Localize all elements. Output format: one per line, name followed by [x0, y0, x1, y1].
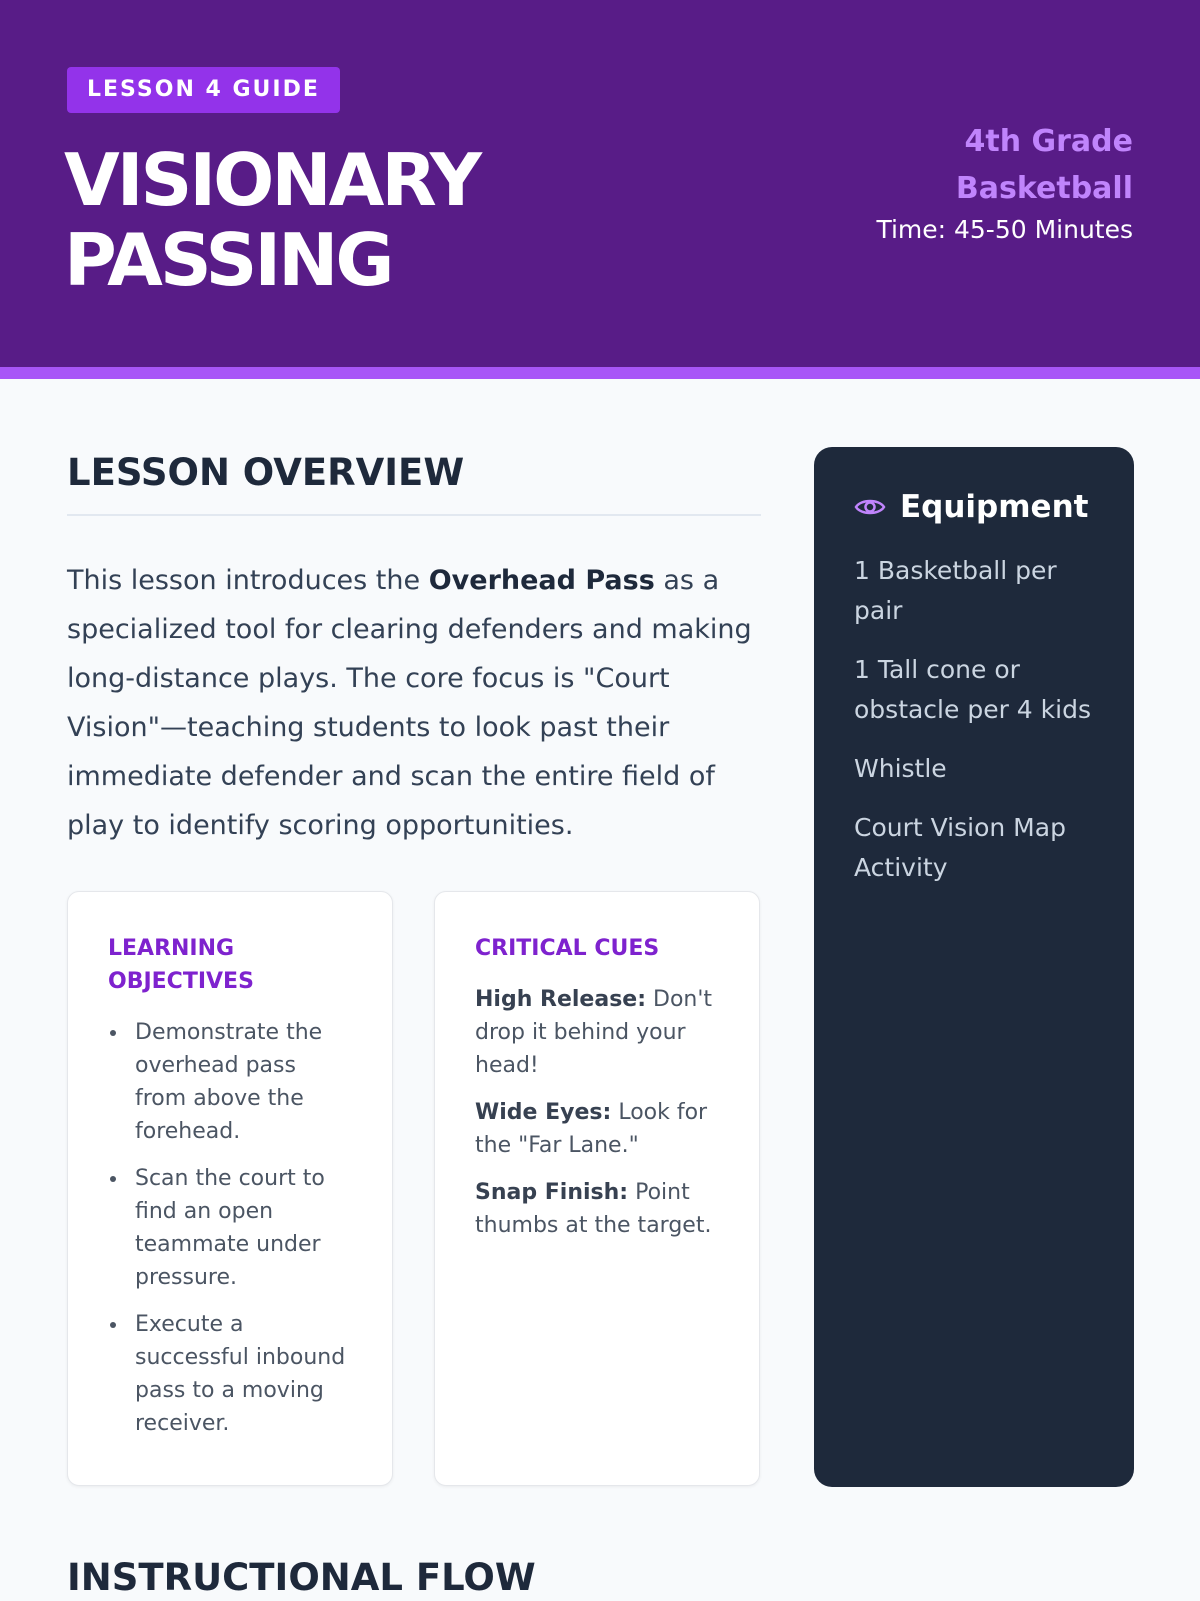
lesson-meta: [873, 118, 1133, 248]
overview-text-before: This lesson introduces the: [67, 565, 429, 596]
overview-heading: LESSON OVERVIEW: [67, 451, 465, 494]
cue-text: Look for the "Far Lane.": [475, 1100, 708, 1158]
grade-label: 4th Grade Basketball: [955, 124, 1133, 206]
cue-text: Don't drop it behind your head!: [475, 987, 713, 1078]
list-item: Demonstrate the overhead pass from above the forehead.: [108, 1016, 352, 1148]
overview-text-after: as a specialized tool for clearing defenders and making long-distance plays. The core focus is "Court Vision"—teaching students to look past their immediate defender and scan the entire field of play to identify scoring opportunities.: [67, 565, 752, 841]
page-header: [0, 0, 1200, 367]
lesson-badge: LESSON 4 GUIDE: [67, 67, 340, 113]
cue-label: High Release:: [475, 987, 647, 1012]
cue-item: [475, 983, 719, 1082]
equipment-sidebar: [814, 447, 1134, 1487]
instructional-flow-heading: INSTRUCTIONAL FLOW: [67, 1556, 536, 1599]
cue-label: Snap Finish:: [475, 1180, 629, 1205]
title-line-2: PASSING: [64, 218, 392, 302]
equipment-item: Whistle: [854, 754, 947, 783]
list-item: Execute a successful inbound pass to a moving receiver.: [108, 1308, 352, 1440]
objectives-card: [67, 891, 393, 1486]
page-title: [64, 140, 479, 300]
header-accent-stripe: [0, 367, 1200, 379]
overview-text-bold: Overhead Pass: [428, 565, 655, 596]
equipment-item: 1 Basketball per pair: [854, 556, 1057, 625]
title-line-1: VISIONARY: [64, 138, 479, 222]
equipment-title: Equipment: [900, 489, 1089, 525]
cues-title: CRITICAL CUES: [475, 936, 660, 961]
cues-card: [434, 891, 760, 1486]
equipment-item: 1 Tall cone or obstacle per 4 kids: [854, 655, 1091, 724]
equipment-item: Court Vision Map Activity: [854, 813, 1066, 882]
overview-divider: [67, 514, 761, 516]
overview-paragraph: [67, 556, 767, 850]
cue-item: [475, 1096, 719, 1162]
cue-item: [475, 1176, 719, 1242]
cue-label: Wide Eyes:: [475, 1100, 612, 1125]
eye-icon: [854, 491, 886, 523]
list-item: Scan the court to find an open teammate under pressure.: [108, 1162, 352, 1294]
objectives-list: [108, 1016, 352, 1440]
equipment-header: [854, 489, 1094, 525]
cue-text: Point thumbs at the target.: [475, 1180, 712, 1238]
time-label: Time: 45-50 Minutes: [876, 215, 1133, 244]
objectives-title: LEARNING OBJECTIVES: [108, 936, 254, 994]
